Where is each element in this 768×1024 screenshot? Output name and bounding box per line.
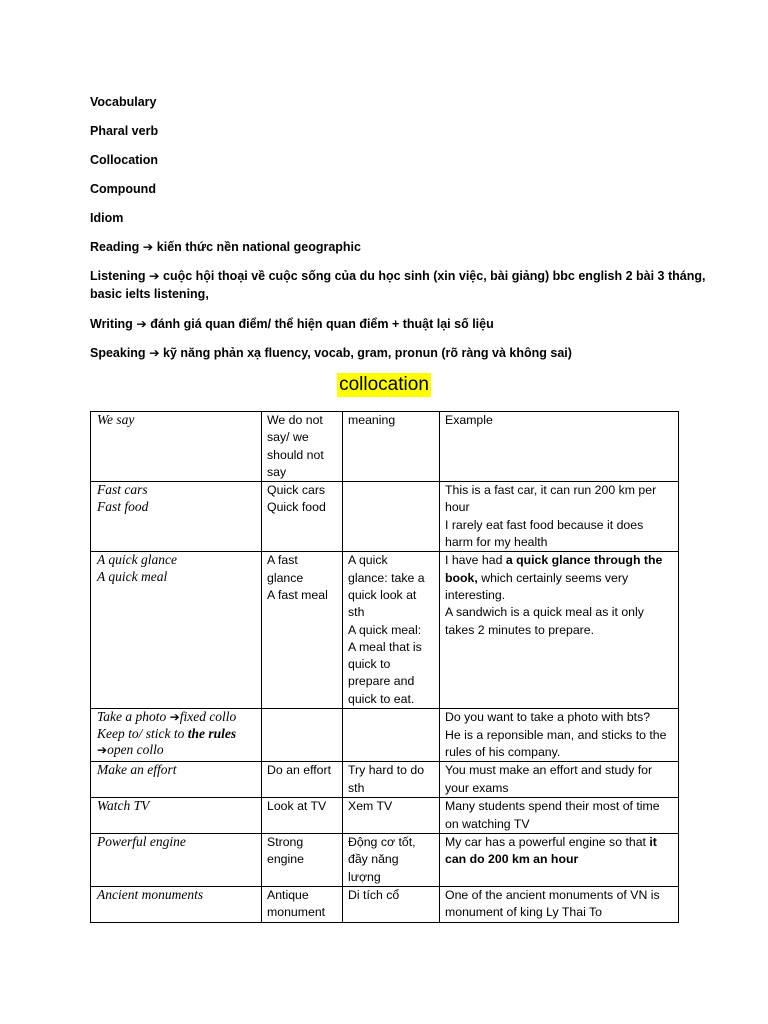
table-row xyxy=(91,552,679,709)
header-meaning: meaning xyxy=(343,412,440,482)
cell-line: glance xyxy=(267,570,304,585)
cell-line: prepare and xyxy=(348,674,415,689)
cell-line xyxy=(97,742,256,759)
skill-reading-label: Reading xyxy=(90,240,140,254)
cell-line xyxy=(445,570,673,587)
skill-listening xyxy=(90,268,705,285)
cell-meaning xyxy=(343,762,440,798)
skill-writing xyxy=(90,316,494,333)
cell-line: Strong xyxy=(267,834,304,849)
cell-line: Do you want to take a photo with bts? xyxy=(445,710,651,725)
header-we-do-not-say-line: We do not xyxy=(267,413,323,427)
topic-phrasal-verb: Pharal verb xyxy=(90,124,159,138)
cell-line: takes 2 minutes to prepare. xyxy=(445,622,595,637)
cell-line: sth xyxy=(348,780,365,795)
cell-line: glance: take a xyxy=(348,570,425,585)
section-title: collocation xyxy=(339,374,429,395)
cell-not-say xyxy=(262,833,343,886)
cell-example xyxy=(440,482,679,552)
cell-meaning xyxy=(343,833,440,886)
cell-line: Fast food xyxy=(97,498,149,514)
skill-listening-label: Listening xyxy=(90,269,146,283)
cell-meaning xyxy=(343,709,440,762)
header-example: Example xyxy=(440,412,679,482)
cell-example xyxy=(440,762,679,798)
section-title-wrap xyxy=(0,373,768,397)
topic-idiom: Idiom xyxy=(90,211,124,225)
right-arrow-icon: ➔ xyxy=(149,269,160,283)
cell-line: interesting. xyxy=(445,587,506,602)
cell-line: Động cơ tốt, xyxy=(348,834,416,849)
cell-line: Fast cars xyxy=(97,482,148,498)
cell-line: your exams xyxy=(445,780,509,795)
cell-line: You must make an effort and study for xyxy=(445,763,653,778)
topic-vocabulary: Vocabulary xyxy=(90,95,157,109)
cell-text-bold: book, xyxy=(445,570,478,585)
skill-listening-text-1: cuộc hội thoại về cuộc sống của du học sinh (xin việc, bài giảng) bbc english 2 bài 3 tháng, xyxy=(163,269,706,283)
cell-not-say xyxy=(262,709,343,762)
cell-line xyxy=(445,851,673,868)
cell-line: monument xyxy=(267,905,326,920)
cell-not-say xyxy=(262,482,343,552)
cell-meaning: Xem TV xyxy=(343,798,440,834)
cell-we-say xyxy=(91,709,262,762)
cell-example xyxy=(440,833,679,886)
table-row xyxy=(91,709,679,762)
header-we-do-not-say-line: say xyxy=(267,464,287,479)
header-we-say: We say xyxy=(91,412,262,482)
cell-text-bold: the rules xyxy=(187,725,237,741)
cell-line: Try hard to do xyxy=(348,763,425,778)
cell-line: A quick meal xyxy=(97,568,168,584)
cell-line: hour xyxy=(445,500,470,515)
cell-line: A quick glance xyxy=(97,552,177,568)
table-row xyxy=(91,762,679,798)
cell-line: monument of king Ly Thai To xyxy=(445,905,602,920)
cell-line: A fast xyxy=(267,553,298,568)
cell-line: A quick xyxy=(348,553,388,568)
cell-line: A fast meal xyxy=(267,587,328,602)
cell-line xyxy=(97,709,256,726)
table-header-row xyxy=(91,412,679,482)
right-arrow-icon: ➔ xyxy=(169,710,180,725)
cell-meaning: Di tích cổ xyxy=(343,886,440,922)
cell-example xyxy=(440,798,679,834)
cell-line: on watching TV xyxy=(445,816,530,831)
skill-listening-text-2: basic ielts listening, xyxy=(90,287,209,301)
cell-line: Antique xyxy=(267,887,309,902)
cell-line: Quick cars xyxy=(267,483,326,498)
cell-line: quick to xyxy=(348,657,391,672)
cell-we-say: Ancient monuments xyxy=(91,886,262,922)
cell-text: which certainly seems very xyxy=(477,570,629,585)
cell-we-say xyxy=(91,482,262,552)
cell-line: quick to eat. xyxy=(348,691,415,706)
cell-text: fixed collo xyxy=(179,709,237,725)
cell-line: A meal that is xyxy=(348,639,422,654)
cell-text: open collo xyxy=(107,742,164,758)
skill-reading xyxy=(90,239,361,256)
cell-line: This is a fast car, it can run 200 km per xyxy=(445,483,657,498)
cell-line: engine xyxy=(267,852,304,867)
cell-line: One of the ancient monuments of VN is xyxy=(445,887,660,902)
skill-speaking-label: Speaking xyxy=(90,346,146,360)
skill-writing-text: đánh giá quan điểm/ thể hiện quan điểm + thuật lại số liệu xyxy=(150,317,494,331)
cell-meaning xyxy=(343,482,440,552)
cell-line: quick look at xyxy=(348,587,417,602)
cell-we-say: Powerful engine xyxy=(91,833,262,886)
right-arrow-icon: ➔ xyxy=(97,743,108,758)
cell-example xyxy=(440,886,679,922)
cell-text: My car has a powerful engine so that xyxy=(445,834,650,849)
table-row xyxy=(91,798,679,834)
cell-line: A sandwich is a quick meal as it only xyxy=(445,605,644,620)
table-row xyxy=(91,833,679,886)
cell-not-say: Look at TV xyxy=(262,798,343,834)
cell-text: Take a photo xyxy=(97,709,167,725)
cell-text-bold: can do 200 km an hour xyxy=(445,852,579,867)
table-row xyxy=(91,482,679,552)
topic-compound: Compound xyxy=(90,182,156,196)
right-arrow-icon: ➔ xyxy=(149,346,160,360)
collocation-table xyxy=(90,411,679,923)
skill-writing-label: Writing xyxy=(90,317,133,331)
cell-not-say xyxy=(262,886,343,922)
cell-line: lượng xyxy=(348,869,381,884)
skill-speaking-text: kỹ năng phản xạ fluency, vocab, gram, pronun (rõ ràng và không sai) xyxy=(163,346,572,360)
cell-line: Many students spend their most of time xyxy=(445,799,660,814)
cell-example xyxy=(440,552,679,709)
header-we-do-not-say-line: should not xyxy=(267,447,324,462)
cell-meaning xyxy=(343,552,440,709)
cell-text: Keep to/ stick to xyxy=(97,725,188,741)
cell-line xyxy=(445,834,673,851)
cell-line: A quick meal: xyxy=(348,622,422,637)
cell-we-say: Make an effort xyxy=(91,762,262,798)
cell-we-say: Watch TV xyxy=(91,798,262,834)
cell-line: Quick food xyxy=(267,500,326,515)
cell-line: rules of his company. xyxy=(445,744,561,759)
topic-collocation: Collocation xyxy=(90,153,159,167)
skill-speaking xyxy=(90,345,572,362)
cell-line: đầy năng xyxy=(348,852,399,867)
cell-we-say xyxy=(91,552,262,709)
table-row xyxy=(91,886,679,922)
header-we-do-not-say-line: say/ we xyxy=(267,430,309,445)
cell-line: I rarely eat fast food because it does xyxy=(445,517,644,532)
header-we-do-not-say xyxy=(262,412,343,482)
cell-example xyxy=(440,709,679,762)
cell-text-bold: a quick glance through the xyxy=(505,553,663,568)
cell-line xyxy=(97,726,256,743)
right-arrow-icon: ➔ xyxy=(136,317,147,331)
cell-text: I have had xyxy=(445,553,506,568)
skill-reading-text: kiến thức nền national geographic xyxy=(156,240,361,254)
cell-line xyxy=(445,552,673,569)
right-arrow-icon: ➔ xyxy=(142,240,154,254)
cell-line: He is a reponsible man, and sticks to the xyxy=(445,727,667,742)
cell-line: harm for my health xyxy=(445,535,548,550)
cell-line: sth xyxy=(348,605,365,620)
cell-not-say xyxy=(262,552,343,709)
cell-not-say: Do an effort xyxy=(262,762,343,798)
cell-text-bold: it xyxy=(649,834,657,849)
